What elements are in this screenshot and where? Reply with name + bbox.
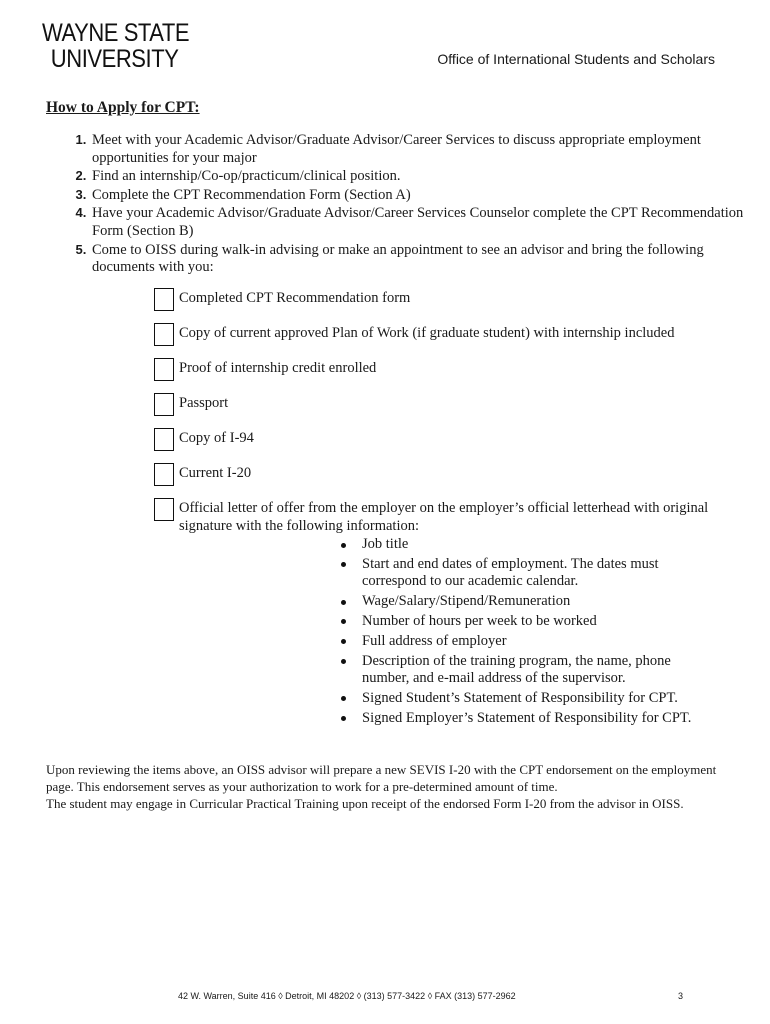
bullet-item: Full address of employer [362,633,712,651]
bullet-item: Wage/Salary/Stipend/Remuneration [362,593,712,611]
checkbox[interactable] [154,393,174,416]
checklist-label: Copy of I-94 [179,430,254,446]
closing-paragraph: Upon reviewing the items above, an OISS advisor will prepare a new SEVIS I-20 with the CPT endorsement on the employment page. This endorsement serves as your authorization to work for a pre-determined amount of time. [46,762,717,794]
step-item: 1. Meet with your Academic Advisor/Graduate Advisor/Career Services to discuss appropriate employment opportunities for your major [90,131,760,167]
bullet-item: Signed Employer’s Statement of Responsibility for CPT. [362,710,712,728]
bullet-item: Description of the training program, the name, phone number, and e-mail address of the supervisor. [362,653,712,688]
checklist-item [154,393,722,416]
step-item: 2. Find an internship/Co-op/practicum/clinical position. [90,167,760,186]
bullet-item: Number of hours per week to be worked [362,613,712,631]
step-item: 5. Come to OISS during walk-in advising or make an appointment to see an advisor and bring the following documents with you: [90,241,760,277]
footer-address: 42 W. Warren, Suite 416 ◊ Detroit, MI 48202 ◊ (313) 577-3422 ◊ FAX (313) 577-2962 [178,991,516,1001]
checkbox[interactable] [154,498,174,521]
bullet-item: Job title [362,536,712,554]
wayne-state-logo [42,20,192,72]
closing-text [46,761,726,812]
checklist-label: Current I-20 [179,465,252,481]
checkbox[interactable] [154,323,174,346]
checklist-item [154,358,722,381]
checkbox[interactable] [154,358,174,381]
checklist-item [154,463,722,486]
checkbox[interactable] [154,463,174,486]
checkbox[interactable] [154,428,174,451]
checklist-label: Official letter of offer from the employer on the employer’s official letterhead with original signature with the following information: [179,500,709,534]
checkbox[interactable] [154,288,174,311]
page-title: How to Apply for CPT: [46,99,200,116]
checklist-label: Copy of current approved Plan of Work (if graduate student) with internship included [179,325,675,341]
office-name: Office of International Students and Scholars [437,51,715,67]
checklist-item [154,288,722,311]
letter-details-list [362,536,712,729]
checklist-label: Passport [179,395,229,411]
closing-paragraph: The student may engage in Curricular Practical Training upon receipt of the endorsed Form I-20 from the advisor in OISS. [46,796,684,811]
page-number: 3 [678,991,684,1001]
bullet-item: Signed Student’s Statement of Responsibility for CPT. [362,690,712,708]
logo-line-2: UNIVERSITY [50,45,179,73]
logo-line-1: WAYNE STATE [42,19,190,47]
step-item: 3. Complete the CPT Recommendation Form (Section A) [90,186,760,205]
step-item: 4. Have your Academic Advisor/Graduate Advisor/Career Services Counselor complete the CPT Recommendation Form (Section B) [90,204,760,240]
checklist-item [154,428,722,451]
bullet-item: Start and end dates of employment. The dates must correspond to our academic calendar. [362,556,712,591]
checklist-label: Proof of internship credit enrolled [179,360,377,376]
checklist-label: Completed CPT Recommendation form [179,290,411,306]
checklist-item [154,498,722,535]
checklist-item [154,323,722,346]
steps-list [46,131,760,277]
